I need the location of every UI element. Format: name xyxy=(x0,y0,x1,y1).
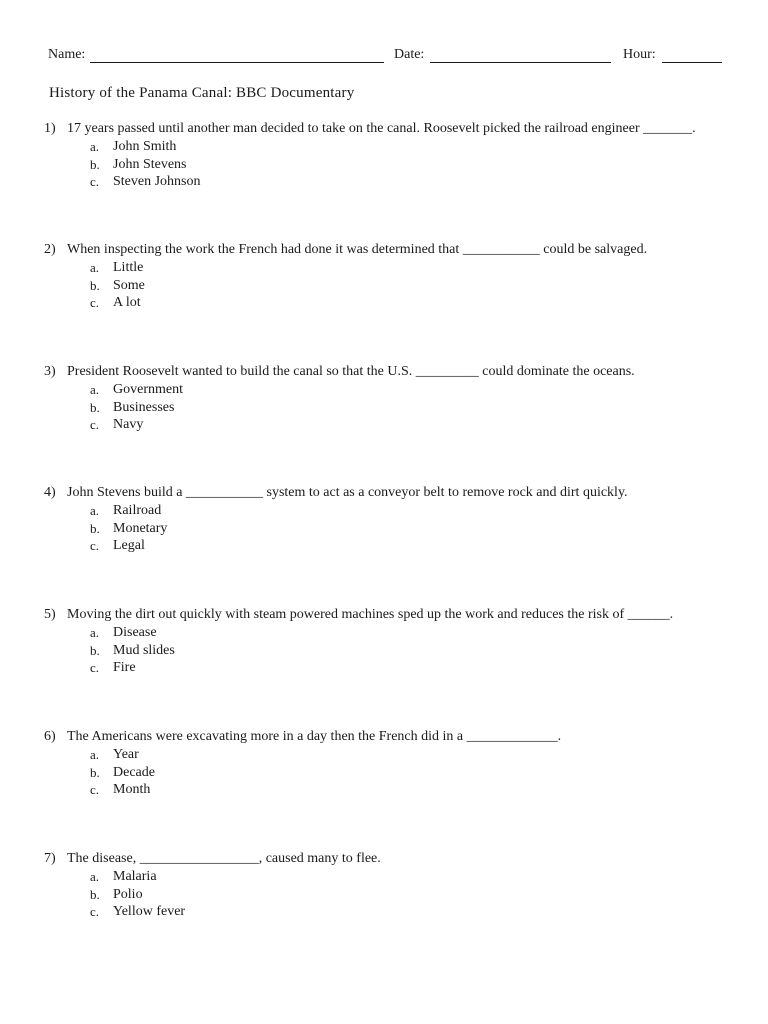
question-text: Moving the dirt out quickly with steam powered machines sped up the work and reduces the risk of ______. xyxy=(67,607,674,622)
option-text: Polio xyxy=(113,886,143,902)
option-text: Monetary xyxy=(113,520,168,536)
question-text: When inspecting the work the French had done it was determined that ___________ could be salvaged. xyxy=(67,242,648,257)
question-number: 2) xyxy=(44,242,56,257)
option-letter: c. xyxy=(90,538,100,553)
name-label: Name: xyxy=(48,47,86,62)
option-text: Little xyxy=(113,260,144,275)
question-text: The disease, _________________, caused many to flee. xyxy=(67,851,381,866)
option-text: Fire xyxy=(113,660,136,675)
option-text: Some xyxy=(113,277,145,293)
option-letter: a. xyxy=(90,625,100,640)
option-text: Railroad xyxy=(113,503,162,518)
option-a[interactable] xyxy=(44,747,744,765)
option-text: A lot xyxy=(113,295,141,310)
date-field-line[interactable] xyxy=(430,62,611,63)
option-letter: a. xyxy=(90,382,100,397)
option-a[interactable] xyxy=(44,503,744,521)
worksheet-header xyxy=(48,47,728,67)
option-letter: c. xyxy=(90,660,100,675)
option-b[interactable] xyxy=(44,400,744,418)
hour-field-line[interactable] xyxy=(662,62,722,63)
option-text: Malaria xyxy=(113,869,157,884)
question-number: 6) xyxy=(44,729,56,744)
option-c[interactable] xyxy=(44,782,744,800)
option-text: Disease xyxy=(113,625,157,640)
option-letter: b. xyxy=(90,764,100,780)
question-7 xyxy=(44,851,744,922)
option-letter: b. xyxy=(90,399,100,415)
option-letter: b. xyxy=(90,520,100,536)
option-letter: a. xyxy=(90,869,100,884)
option-text: John Smith xyxy=(113,139,177,154)
option-c[interactable] xyxy=(44,295,744,313)
option-letter: a. xyxy=(90,139,100,154)
option-text: Year xyxy=(113,747,139,762)
option-letter: b. xyxy=(90,277,100,293)
option-text: Steven Johnson xyxy=(113,174,201,189)
option-text: Navy xyxy=(113,417,144,432)
question-number: 5) xyxy=(44,607,56,622)
option-c[interactable] xyxy=(44,660,744,678)
option-letter: c. xyxy=(90,782,100,797)
question-number: 1) xyxy=(44,121,56,136)
option-a[interactable] xyxy=(44,382,744,400)
option-letter: a. xyxy=(90,260,100,275)
option-b[interactable] xyxy=(44,643,744,661)
option-letter: b. xyxy=(90,642,100,658)
option-letter: b. xyxy=(90,156,100,172)
option-text: Yellow fever xyxy=(113,904,186,919)
option-letter: a. xyxy=(90,747,100,762)
option-letter: c. xyxy=(90,295,100,310)
option-text: John Stevens xyxy=(113,156,187,172)
option-letter: c. xyxy=(90,174,100,189)
question-6 xyxy=(44,729,744,800)
question-text: The Americans were excavating more in a day then the French did in a _____________. xyxy=(67,729,562,744)
question-text: President Roosevelt wanted to build the canal so that the U.S. _________ could dominate the oceans. xyxy=(67,364,635,379)
name-field-line[interactable] xyxy=(90,62,384,63)
hour-label: Hour: xyxy=(623,47,656,62)
option-text: Decade xyxy=(113,764,155,780)
question-number: 3) xyxy=(44,364,56,379)
option-a[interactable] xyxy=(44,139,744,157)
option-text: Legal xyxy=(113,538,145,553)
question-text: John Stevens build a ___________ system to act as a conveyor belt to remove rock and dirt quickly. xyxy=(67,485,628,500)
option-a[interactable] xyxy=(44,869,744,887)
option-b[interactable] xyxy=(44,521,744,539)
question-3 xyxy=(44,364,744,435)
option-letter: c. xyxy=(90,417,100,432)
option-text: Month xyxy=(113,782,151,797)
question-number: 4) xyxy=(44,485,56,500)
option-b[interactable] xyxy=(44,278,744,296)
option-text: Government xyxy=(113,382,183,397)
option-b[interactable] xyxy=(44,765,744,783)
option-c[interactable] xyxy=(44,417,744,435)
option-b[interactable] xyxy=(44,157,744,175)
option-text: Mud slides xyxy=(113,642,175,658)
question-text: 17 years passed until another man decided to take on the canal. Roosevelt picked the railroad engineer _______. xyxy=(67,121,696,136)
question-2 xyxy=(44,242,744,313)
question-4 xyxy=(44,485,744,556)
option-letter: c. xyxy=(90,904,100,919)
option-a[interactable] xyxy=(44,625,744,643)
option-text: Businesses xyxy=(113,399,175,415)
option-a[interactable] xyxy=(44,260,744,278)
option-b[interactable] xyxy=(44,887,744,905)
page-title: History of the Panama Canal: BBC Documentary xyxy=(49,85,355,101)
option-c[interactable] xyxy=(44,904,744,922)
option-c[interactable] xyxy=(44,174,744,192)
question-number: 7) xyxy=(44,851,56,866)
option-c[interactable] xyxy=(44,538,744,556)
question-5 xyxy=(44,607,744,678)
option-letter: a. xyxy=(90,503,100,518)
option-letter: b. xyxy=(90,886,100,902)
question-1 xyxy=(44,121,744,192)
date-label: Date: xyxy=(394,47,425,62)
